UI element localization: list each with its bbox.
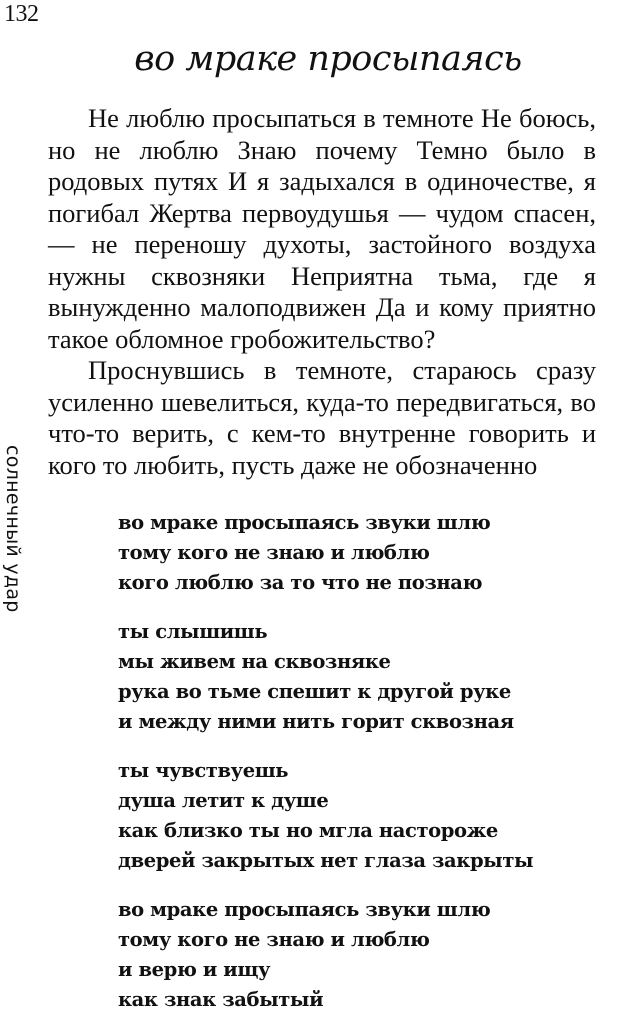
poem-line: и между ними нить горит сквозная [118, 710, 514, 733]
poem-line: во мраке просыпаясь звуки шлю [118, 898, 491, 921]
poem-line: рука во тьме спешит к другой руке [118, 680, 511, 703]
poem-line: как знак забытый [118, 988, 324, 1011]
poem-stanza [118, 756, 533, 876]
poem-line: и верю и ищу [118, 958, 271, 981]
running-title-text: солнечный удар [2, 445, 24, 613]
poem-line: душа летит к душе [118, 789, 329, 812]
poem-line: во мраке просыпаясь звуки шлю [118, 511, 491, 534]
poem-stanza [118, 617, 533, 737]
poem-line: как близко ты но мгла настороже [118, 819, 498, 842]
poem-line: тому кого не знаю и люблю [118, 541, 430, 564]
poem-stanza [118, 895, 533, 1015]
poem-line: дверей закрытых нет глаза закрыты [118, 849, 534, 872]
poem-line: мы живем на сквозняке [118, 650, 391, 673]
prose-body [48, 103, 596, 481]
poem-line: ты чувствуешь [118, 759, 289, 782]
chapter-title: во мраке просыпаясь [134, 39, 522, 79]
side-running-title [2, 445, 26, 615]
poem-line: кого люблю за то что не познаю [118, 571, 483, 594]
poem-stanza [118, 508, 533, 598]
poem-line: тому кого не знаю и люблю [118, 928, 430, 951]
page-number: 132 [4, 1, 39, 27]
prose-paragraph: Не люблю просыпаться в темноте Не боюсь, но не люблю Знаю почему Темно было в родовых путях И я задыхался в одиночестве, я погибал Жертва первоудушья — чудом спасен, — не переношу духоты, застойного воздуха нужны сквозняки Неприятна тьма, где я вынужденно малоподвижен Да и кому приятно такое обломное гробожительство? [48, 103, 596, 354]
poem-line: ты слышишь [118, 620, 268, 643]
poem [118, 508, 533, 1034]
prose-paragraph: Проснувшись в темноте, стараюсь сразу усиленно шевелиться, куда-то передвигаться, во что-то верить, с кем-то внутренне говорить и кого то любить, пусть даже не обозначенно [48, 355, 596, 480]
